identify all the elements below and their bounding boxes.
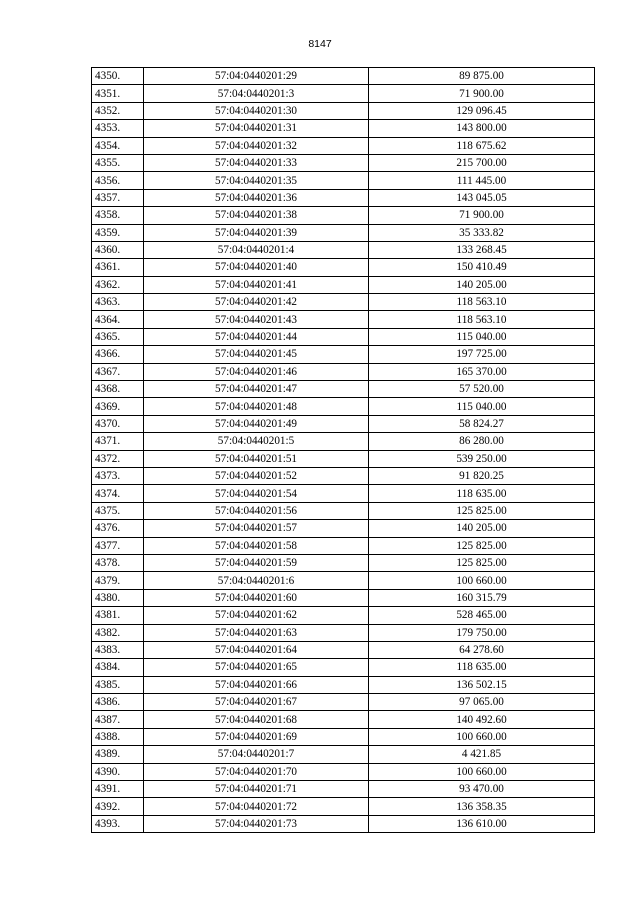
cadastral-value-cell: 179 750.00	[369, 624, 595, 641]
cadastral-number-cell: 57:04:0440201:47	[144, 381, 369, 398]
cadastral-value-cell: 57 520.00	[369, 381, 595, 398]
table-row	[92, 85, 595, 102]
row-number-cell: 4356.	[92, 172, 144, 189]
cadastral-number-cell: 57:04:0440201:64	[144, 641, 369, 658]
row-number-cell: 4379.	[92, 572, 144, 589]
cadastral-number-cell: 57:04:0440201:72	[144, 798, 369, 815]
cadastral-value-cell: 115 040.00	[369, 328, 595, 345]
row-number-cell: 4381.	[92, 607, 144, 624]
cadastral-number-cell: 57:04:0440201:66	[144, 676, 369, 693]
cadastral-value-cell: 58 824.27	[369, 415, 595, 432]
cadastral-number-cell: 57:04:0440201:29	[144, 68, 369, 85]
table-row	[92, 224, 595, 241]
table-row	[92, 120, 595, 137]
cadastral-number-cell: 57:04:0440201:40	[144, 259, 369, 276]
cadastral-value-cell: 118 563.10	[369, 294, 595, 311]
table-row	[92, 294, 595, 311]
cadastral-number-cell: 57:04:0440201:65	[144, 659, 369, 676]
row-number-cell: 4366.	[92, 346, 144, 363]
cadastral-number-cell: 57:04:0440201:48	[144, 398, 369, 415]
table-row	[92, 276, 595, 293]
row-number-cell: 4361.	[92, 259, 144, 276]
row-number-cell: 4378.	[92, 554, 144, 571]
cadastral-number-cell: 57:04:0440201:58	[144, 537, 369, 554]
row-number-cell: 4372.	[92, 450, 144, 467]
table-row	[92, 520, 595, 537]
row-number-cell: 4373.	[92, 467, 144, 484]
cadastral-value-cell: 150 410.49	[369, 259, 595, 276]
table-row	[92, 102, 595, 119]
table-row	[92, 694, 595, 711]
page-number: 8147	[308, 38, 332, 50]
cadastral-number-cell: 57:04:0440201:68	[144, 711, 369, 728]
row-number-cell: 4354.	[92, 137, 144, 154]
cadastral-number-cell: 57:04:0440201:41	[144, 276, 369, 293]
cadastral-number-cell: 57:04:0440201:67	[144, 694, 369, 711]
cadastral-value-cell: 539 250.00	[369, 450, 595, 467]
cadastral-number-cell: 57:04:0440201:69	[144, 728, 369, 745]
table-row	[92, 537, 595, 554]
cadastral-number-cell: 57:04:0440201:56	[144, 502, 369, 519]
row-number-cell: 4393.	[92, 815, 144, 832]
table-row	[92, 363, 595, 380]
cadastral-value-cell: 140 205.00	[369, 276, 595, 293]
cadastral-number-cell: 57:04:0440201:60	[144, 589, 369, 606]
table-row	[92, 607, 595, 624]
table-row	[92, 572, 595, 589]
table-row	[92, 241, 595, 258]
cadastral-value-cell: 215 700.00	[369, 154, 595, 171]
row-number-cell: 4389.	[92, 746, 144, 763]
row-number-cell: 4352.	[92, 102, 144, 119]
cadastral-number-cell: 57:04:0440201:63	[144, 624, 369, 641]
cadastral-value-cell: 71 900.00	[369, 207, 595, 224]
row-number-cell: 4369.	[92, 398, 144, 415]
cadastral-number-cell: 57:04:0440201:38	[144, 207, 369, 224]
cadastral-value-cell: 97 065.00	[369, 694, 595, 711]
cadastral-value-cell: 136 610.00	[369, 815, 595, 832]
row-number-cell: 4371.	[92, 433, 144, 450]
cadastral-number-cell: 57:04:0440201:33	[144, 154, 369, 171]
cadastral-number-cell: 57:04:0440201:59	[144, 554, 369, 571]
row-number-cell: 4355.	[92, 154, 144, 171]
table-row	[92, 467, 595, 484]
cadastral-value-cell: 100 660.00	[369, 763, 595, 780]
cadastral-value-cell: 528 465.00	[369, 607, 595, 624]
cadastral-value-cell: 143 800.00	[369, 120, 595, 137]
cadastral-number-cell: 57:04:0440201:73	[144, 815, 369, 832]
table-row	[92, 676, 595, 693]
row-number-cell: 4353.	[92, 120, 144, 137]
row-number-cell: 4382.	[92, 624, 144, 641]
cadastral-number-cell: 57:04:0440201:44	[144, 328, 369, 345]
cadastral-value-cell: 125 825.00	[369, 554, 595, 571]
cadastral-value-cell: 115 040.00	[369, 398, 595, 415]
cadastral-number-cell: 57:04:0440201:46	[144, 363, 369, 380]
table-row	[92, 328, 595, 345]
cadastral-value-cell: 86 280.00	[369, 433, 595, 450]
table-row	[92, 589, 595, 606]
cadastral-value-cell: 136 358.35	[369, 798, 595, 815]
cadastral-number-cell: 57:04:0440201:49	[144, 415, 369, 432]
cadastral-value-table	[91, 67, 595, 833]
cadastral-value-cell: 100 660.00	[369, 728, 595, 745]
cadastral-number-cell: 57:04:0440201:32	[144, 137, 369, 154]
cadastral-value-cell: 143 045.05	[369, 189, 595, 206]
cadastral-value-cell: 125 825.00	[369, 502, 595, 519]
table-row	[92, 415, 595, 432]
cadastral-number-cell: 57:04:0440201:7	[144, 746, 369, 763]
row-number-cell: 4390.	[92, 763, 144, 780]
cadastral-value-cell: 100 660.00	[369, 572, 595, 589]
cadastral-value-cell: 118 675.62	[369, 137, 595, 154]
row-number-cell: 4374.	[92, 485, 144, 502]
cadastral-value-cell: 140 492.60	[369, 711, 595, 728]
cadastral-value-cell: 136 502.15	[369, 676, 595, 693]
table-row	[92, 798, 595, 815]
table-row	[92, 137, 595, 154]
row-number-cell: 4357.	[92, 189, 144, 206]
cadastral-value-cell: 118 635.00	[369, 485, 595, 502]
cadastral-value-cell: 140 205.00	[369, 520, 595, 537]
cadastral-value-cell: 4 421.85	[369, 746, 595, 763]
row-number-cell: 4370.	[92, 415, 144, 432]
cadastral-value-cell: 93 470.00	[369, 781, 595, 798]
row-number-cell: 4375.	[92, 502, 144, 519]
cadastral-value-cell: 91 820.25	[369, 467, 595, 484]
row-number-cell: 4358.	[92, 207, 144, 224]
row-number-cell: 4359.	[92, 224, 144, 241]
cadastral-number-cell: 57:04:0440201:5	[144, 433, 369, 450]
row-number-cell: 4387.	[92, 711, 144, 728]
cadastral-value-cell: 197 725.00	[369, 346, 595, 363]
cadastral-number-cell: 57:04:0440201:36	[144, 189, 369, 206]
cadastral-number-cell: 57:04:0440201:45	[144, 346, 369, 363]
cadastral-number-cell: 57:04:0440201:3	[144, 85, 369, 102]
row-number-cell: 4350.	[92, 68, 144, 85]
table-row	[92, 781, 595, 798]
cadastral-number-cell: 57:04:0440201:35	[144, 172, 369, 189]
row-number-cell: 4388.	[92, 728, 144, 745]
table-row	[92, 154, 595, 171]
table-row	[92, 450, 595, 467]
cadastral-value-cell: 118 563.10	[369, 311, 595, 328]
cadastral-number-cell: 57:04:0440201:43	[144, 311, 369, 328]
cadastral-value-cell: 71 900.00	[369, 85, 595, 102]
table-row	[92, 68, 595, 85]
cadastral-value-cell: 89 875.00	[369, 68, 595, 85]
cadastral-number-cell: 57:04:0440201:70	[144, 763, 369, 780]
row-number-cell: 4365.	[92, 328, 144, 345]
table-row	[92, 502, 595, 519]
table-row	[92, 554, 595, 571]
cadastral-number-cell: 57:04:0440201:62	[144, 607, 369, 624]
row-number-cell: 4360.	[92, 241, 144, 258]
cadastral-value-cell: 111 445.00	[369, 172, 595, 189]
table-row	[92, 381, 595, 398]
table-row	[92, 763, 595, 780]
cadastral-value-cell: 129 096.45	[369, 102, 595, 119]
table-row	[92, 641, 595, 658]
table-row	[92, 259, 595, 276]
row-number-cell: 4384.	[92, 659, 144, 676]
row-number-cell: 4364.	[92, 311, 144, 328]
cadastral-value-cell: 35 333.82	[369, 224, 595, 241]
row-number-cell: 4377.	[92, 537, 144, 554]
row-number-cell: 4391.	[92, 781, 144, 798]
row-number-cell: 4351.	[92, 85, 144, 102]
row-number-cell: 4362.	[92, 276, 144, 293]
cadastral-number-cell: 57:04:0440201:31	[144, 120, 369, 137]
table-row	[92, 346, 595, 363]
cadastral-number-cell: 57:04:0440201:52	[144, 467, 369, 484]
row-number-cell: 4385.	[92, 676, 144, 693]
cadastral-number-cell: 57:04:0440201:57	[144, 520, 369, 537]
cadastral-number-cell: 57:04:0440201:54	[144, 485, 369, 502]
table-row	[92, 746, 595, 763]
row-number-cell: 4367.	[92, 363, 144, 380]
table-row	[92, 624, 595, 641]
table-row	[92, 311, 595, 328]
row-number-cell: 4376.	[92, 520, 144, 537]
table-row	[92, 207, 595, 224]
cadastral-value-cell: 165 370.00	[369, 363, 595, 380]
table-row	[92, 711, 595, 728]
table-row	[92, 815, 595, 832]
table-row	[92, 728, 595, 745]
cadastral-number-cell: 57:04:0440201:30	[144, 102, 369, 119]
row-number-cell: 4392.	[92, 798, 144, 815]
table-row	[92, 398, 595, 415]
cadastral-value-cell: 125 825.00	[369, 537, 595, 554]
table-row	[92, 172, 595, 189]
cadastral-value-cell: 64 278.60	[369, 641, 595, 658]
cadastral-number-cell: 57:04:0440201:71	[144, 781, 369, 798]
table-row	[92, 433, 595, 450]
cadastral-number-cell: 57:04:0440201:39	[144, 224, 369, 241]
table-body	[92, 68, 595, 833]
row-number-cell: 4386.	[92, 694, 144, 711]
cadastral-number-cell: 57:04:0440201:6	[144, 572, 369, 589]
row-number-cell: 4380.	[92, 589, 144, 606]
table-row	[92, 189, 595, 206]
row-number-cell: 4363.	[92, 294, 144, 311]
cadastral-value-cell: 133 268.45	[369, 241, 595, 258]
cadastral-number-cell: 57:04:0440201:42	[144, 294, 369, 311]
row-number-cell: 4368.	[92, 381, 144, 398]
cadastral-number-cell: 57:04:0440201:4	[144, 241, 369, 258]
cadastral-value-cell: 118 635.00	[369, 659, 595, 676]
table-row	[92, 485, 595, 502]
table-row	[92, 659, 595, 676]
cadastral-value-cell: 160 315.79	[369, 589, 595, 606]
row-number-cell: 4383.	[92, 641, 144, 658]
cadastral-number-cell: 57:04:0440201:51	[144, 450, 369, 467]
